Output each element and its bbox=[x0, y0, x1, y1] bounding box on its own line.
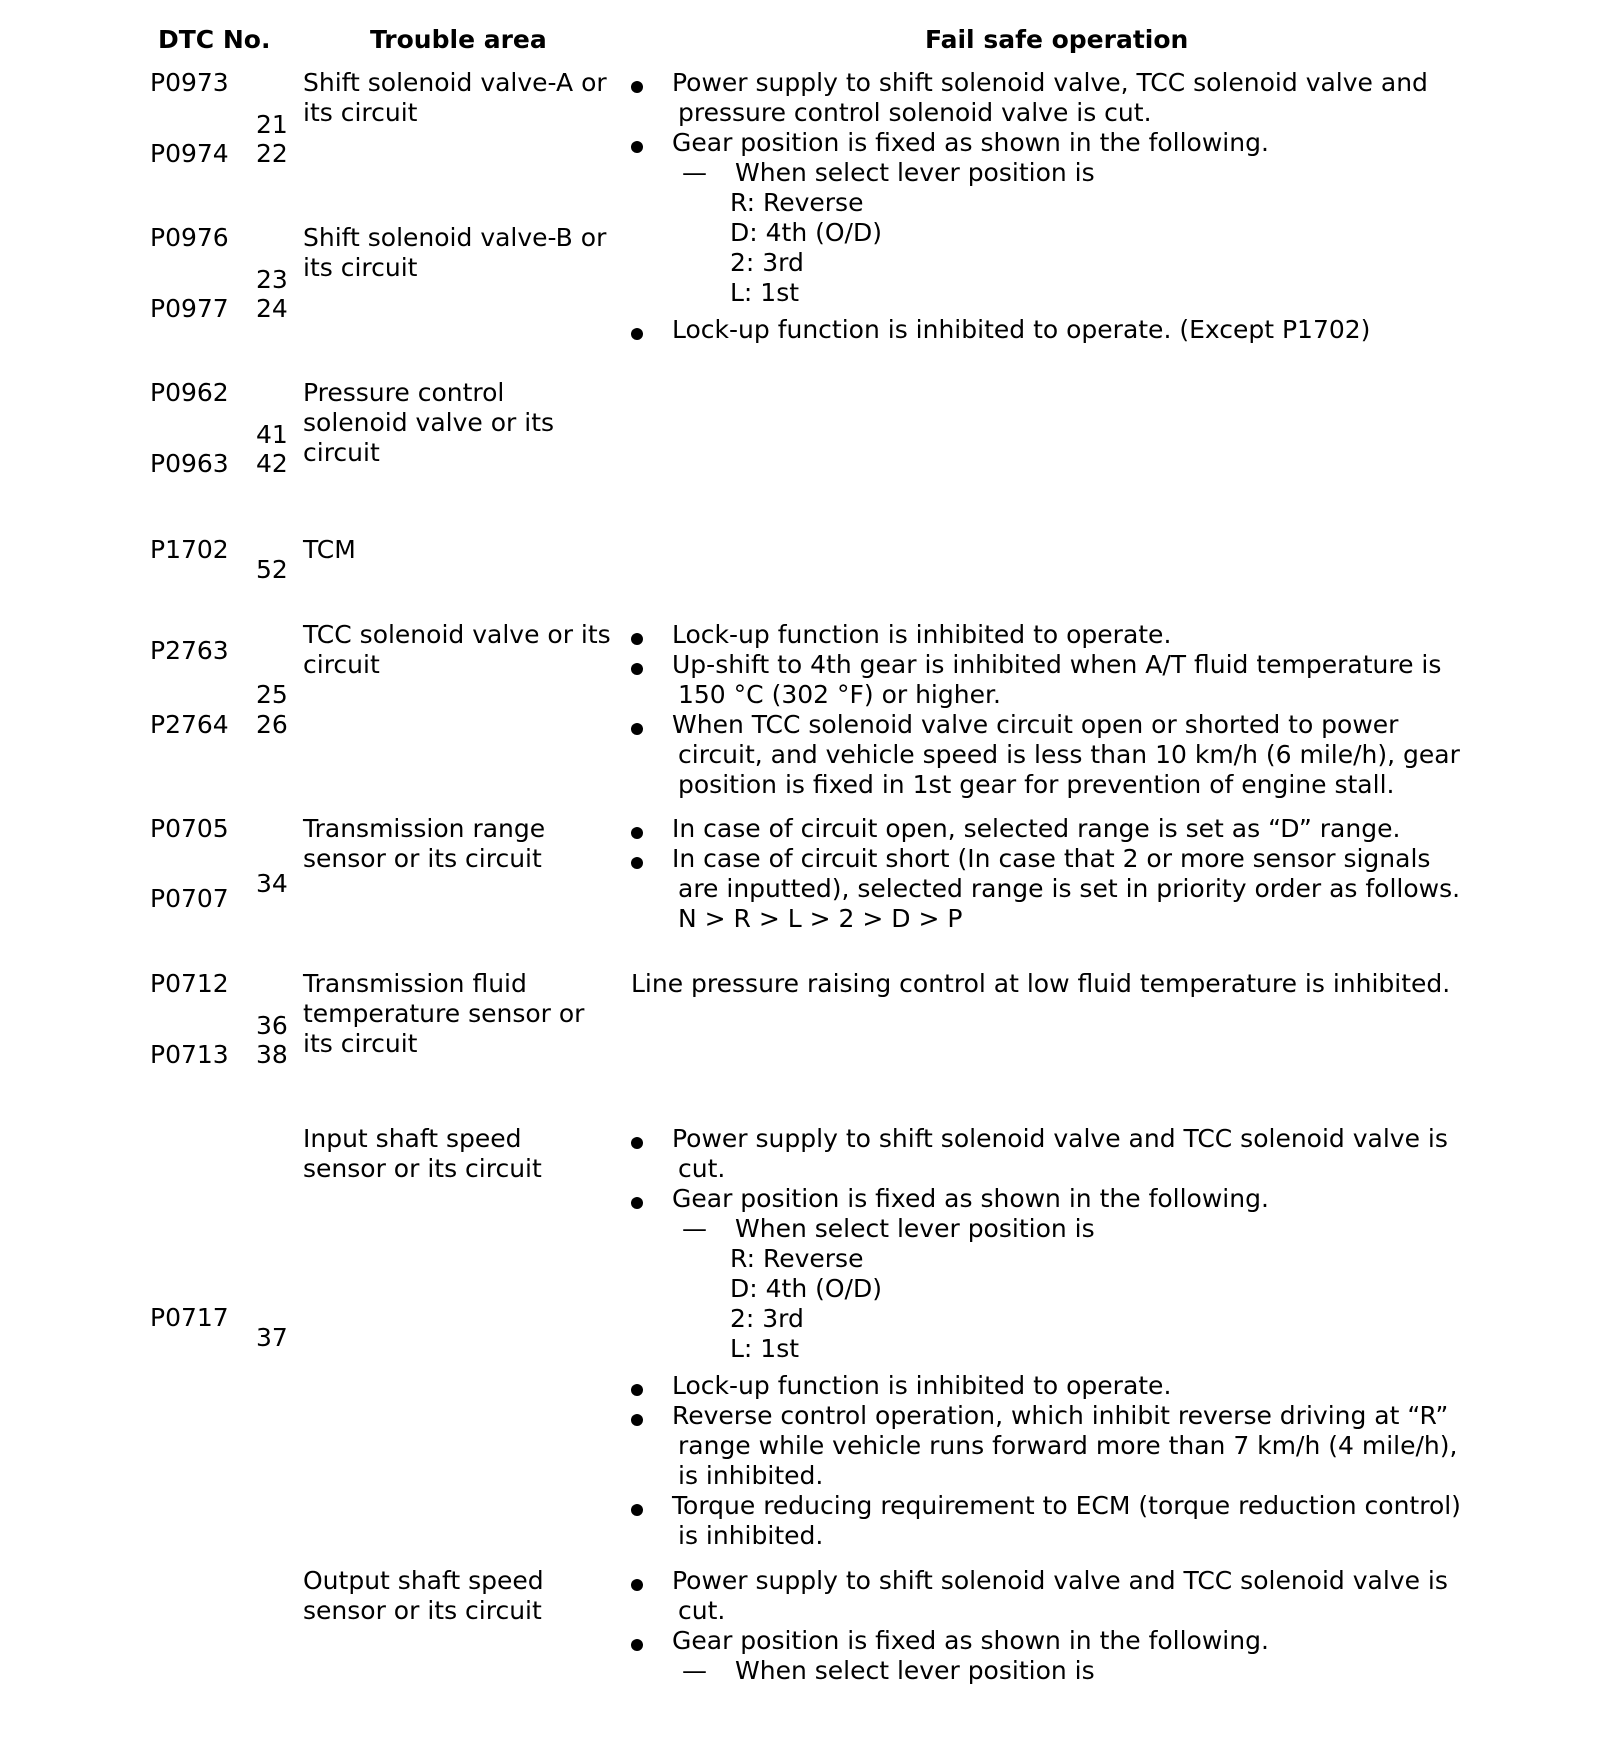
dtc-code: P0974 bbox=[150, 139, 229, 168]
lever-position: L: 1st bbox=[730, 278, 800, 307]
dtc-number: 25 bbox=[256, 680, 288, 709]
failsafe-line: Power supply to shift solenoid valve, TCC solenoid valve and bbox=[672, 68, 1428, 97]
trouble-area-line: Input shaft speed bbox=[303, 1124, 522, 1153]
failsafe-line: Power supply to shift solenoid valve and TCC solenoid valve is bbox=[672, 1566, 1448, 1595]
lever-position: L: 1st bbox=[730, 1334, 800, 1363]
dtc-code: P2763 bbox=[150, 636, 229, 665]
bullet-icon bbox=[631, 1414, 643, 1426]
bullet-icon bbox=[631, 827, 643, 839]
trouble-area-line: Output shaft speed bbox=[303, 1566, 544, 1595]
dtc-code: P0707 bbox=[150, 884, 229, 913]
trouble-area-line: its circuit bbox=[303, 1029, 418, 1058]
failsafe-line: When select lever position is bbox=[735, 1656, 1095, 1685]
bullet-icon bbox=[631, 723, 643, 735]
bullet-icon bbox=[631, 1197, 643, 1209]
dtc-number: 21 bbox=[256, 110, 288, 139]
trouble-area-line: sensor or its circuit bbox=[303, 1596, 542, 1625]
failsafe-line: pressure control solenoid valve is cut. bbox=[678, 98, 1152, 127]
failsafe-line: Gear position is fixed as shown in the following. bbox=[672, 1184, 1269, 1213]
trouble-area-line: circuit bbox=[303, 650, 380, 679]
bullet-icon bbox=[631, 141, 643, 153]
dtc-number: 52 bbox=[256, 555, 288, 584]
bullet-icon bbox=[631, 857, 643, 869]
trouble-area-line: Pressure control bbox=[303, 378, 505, 407]
failsafe-line: In case of circuit open, selected range is set as “D” range. bbox=[672, 814, 1401, 843]
failsafe-line: position is fixed in 1st gear for prevention of engine stall. bbox=[678, 770, 1395, 799]
trouble-area-line: Transmission range bbox=[303, 814, 546, 843]
bullet-icon bbox=[631, 81, 643, 93]
trouble-area-line: its circuit bbox=[303, 253, 418, 282]
dash-icon: — bbox=[682, 1656, 707, 1685]
failsafe-line: range while vehicle runs forward more than 7 km/h (4 mile/h), bbox=[678, 1431, 1458, 1460]
failsafe-line: When select lever position is bbox=[735, 1214, 1095, 1243]
dtc-code: P0705 bbox=[150, 814, 229, 843]
trouble-area-line: sensor or its circuit bbox=[303, 1154, 542, 1183]
trouble-area-line: Shift solenoid valve-A or bbox=[303, 68, 607, 97]
header-fail-safe: Fail safe operation bbox=[925, 25, 1189, 54]
dtc-code: P0713 bbox=[150, 1040, 229, 1069]
failsafe-line: cut. bbox=[678, 1596, 726, 1625]
dash-icon: — bbox=[682, 1214, 707, 1243]
dtc-number: 42 bbox=[256, 449, 288, 478]
trouble-area-line: solenoid valve or its bbox=[303, 408, 555, 437]
failsafe-line: Lock-up function is inhibited to operate. (Except P1702) bbox=[672, 315, 1371, 344]
lever-position: D: 4th (O/D) bbox=[730, 1274, 882, 1303]
lever-position: R: Reverse bbox=[730, 1244, 864, 1273]
failsafe-line: Torque reducing requirement to ECM (torque reduction control) bbox=[672, 1491, 1461, 1520]
trouble-area-line: TCM bbox=[303, 535, 356, 564]
dash-icon: — bbox=[682, 158, 707, 187]
dtc-code: P2764 bbox=[150, 710, 229, 739]
bullet-icon bbox=[631, 1579, 643, 1591]
bullet-icon bbox=[631, 1384, 643, 1396]
failsafe-line: N > R > L > 2 > D > P bbox=[678, 904, 963, 933]
failsafe-line: Gear position is fixed as shown in the following. bbox=[672, 1626, 1269, 1655]
dtc-number: 26 bbox=[256, 710, 288, 739]
dtc-number: 41 bbox=[256, 420, 288, 449]
failsafe-line: is inhibited. bbox=[678, 1521, 824, 1550]
bullet-icon bbox=[631, 1639, 643, 1651]
trouble-area-line: Shift solenoid valve-B or bbox=[303, 223, 607, 252]
lever-position: 2: 3rd bbox=[730, 1304, 804, 1333]
header-dtc-no: DTC No. bbox=[158, 25, 271, 54]
bullet-icon bbox=[631, 1504, 643, 1516]
trouble-area-line: temperature sensor or bbox=[303, 999, 585, 1028]
failsafe-line: Lock-up function is inhibited to operate. bbox=[672, 1371, 1172, 1400]
dtc-code: P0717 bbox=[150, 1303, 229, 1332]
bullet-icon bbox=[631, 1137, 643, 1149]
dtc-number: 24 bbox=[256, 294, 288, 323]
failsafe-text: Line pressure raising control at low fluid temperature is inhibited. bbox=[631, 969, 1451, 998]
bullet-icon bbox=[631, 328, 643, 340]
failsafe-line: Lock-up function is inhibited to operate. bbox=[672, 620, 1172, 649]
bullet-icon bbox=[631, 633, 643, 645]
failsafe-line: cut. bbox=[678, 1154, 726, 1183]
lever-position: D: 4th (O/D) bbox=[730, 218, 882, 247]
dtc-code: P0973 bbox=[150, 68, 229, 97]
dtc-number: 38 bbox=[256, 1040, 288, 1069]
dtc-number: 34 bbox=[256, 869, 288, 898]
dtc-code: P0962 bbox=[150, 378, 229, 407]
failsafe-line: circuit, and vehicle speed is less than 10 km/h (6 mile/h), gear bbox=[678, 740, 1460, 769]
failsafe-line: When TCC solenoid valve circuit open or shorted to power bbox=[672, 710, 1399, 739]
failsafe-line: Reverse control operation, which inhibit reverse driving at “R” bbox=[672, 1401, 1449, 1430]
bullet-icon bbox=[631, 663, 643, 675]
dtc-code: P1702 bbox=[150, 535, 229, 564]
trouble-area-line: circuit bbox=[303, 438, 380, 467]
dtc-code: P0712 bbox=[150, 969, 229, 998]
failsafe-line: Power supply to shift solenoid valve and TCC solenoid valve is bbox=[672, 1124, 1448, 1153]
trouble-area-line: its circuit bbox=[303, 98, 418, 127]
dtc-number: 22 bbox=[256, 139, 288, 168]
failsafe-line: Gear position is fixed as shown in the following. bbox=[672, 128, 1269, 157]
dtc-code: P0977 bbox=[150, 294, 229, 323]
failsafe-line: When select lever position is bbox=[735, 158, 1095, 187]
dtc-number: 23 bbox=[256, 265, 288, 294]
failsafe-line: 150 °C (302 °F) or higher. bbox=[678, 680, 1001, 709]
lever-position: 2: 3rd bbox=[730, 248, 804, 277]
dtc-code: P0963 bbox=[150, 449, 229, 478]
dtc-number: 37 bbox=[256, 1323, 288, 1352]
trouble-area-line: sensor or its circuit bbox=[303, 844, 542, 873]
failsafe-line: Up-shift to 4th gear is inhibited when A/T fluid temperature is bbox=[672, 650, 1442, 679]
trouble-area-line: TCC solenoid valve or its bbox=[303, 620, 611, 649]
header-trouble-area: Trouble area bbox=[370, 25, 547, 54]
failsafe-line: is inhibited. bbox=[678, 1461, 824, 1490]
trouble-area-line: Transmission fluid bbox=[303, 969, 527, 998]
failsafe-line: are inputted), selected range is set in priority order as follows. bbox=[678, 874, 1461, 903]
dtc-code: P0976 bbox=[150, 223, 229, 252]
lever-position: R: Reverse bbox=[730, 188, 864, 217]
dtc-number: 36 bbox=[256, 1011, 288, 1040]
failsafe-line: In case of circuit short (In case that 2 or more sensor signals bbox=[672, 844, 1431, 873]
